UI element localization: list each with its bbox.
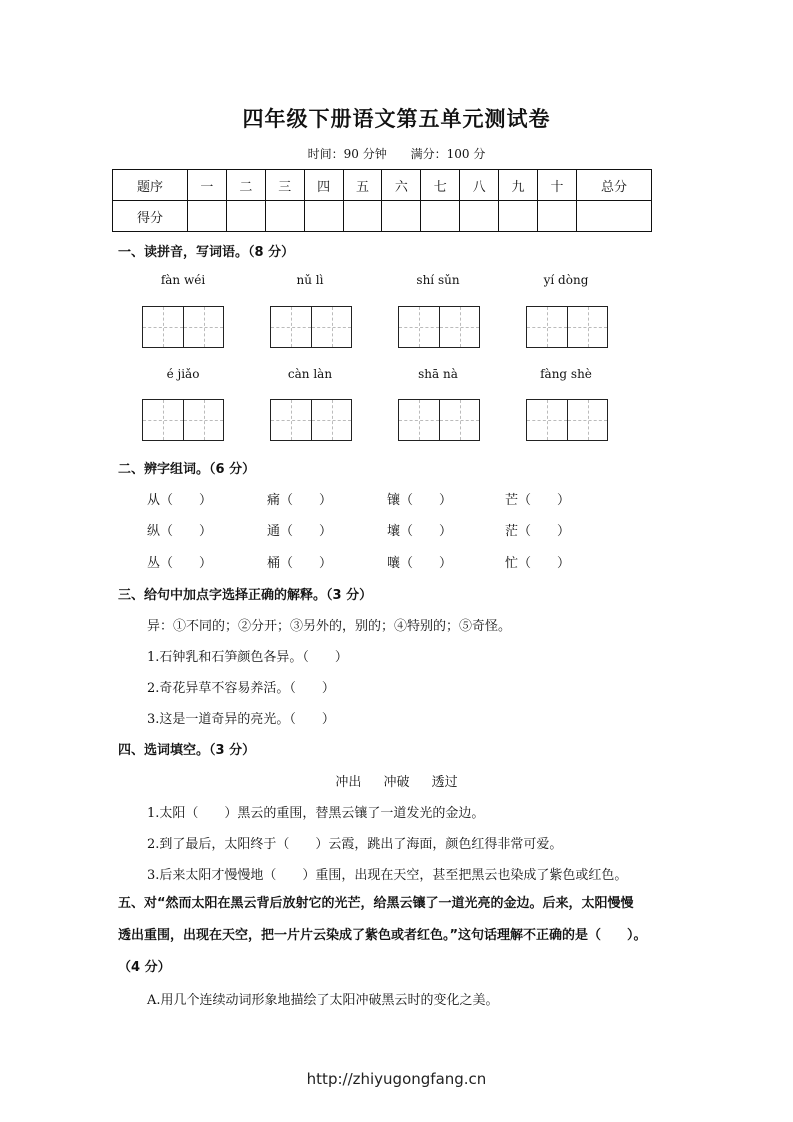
writing-grid[interactable] bbox=[270, 306, 352, 348]
question-item: 3.后来太阳才慢慢地（ ）重围，出现在天空，甚至把黑云也染成了紫色或红色。 bbox=[147, 868, 628, 883]
pinyin-label: càn làn bbox=[287, 367, 333, 381]
footer-url[interactable]: http://zhiyugongfang.cn bbox=[306, 1070, 487, 1088]
score-blank[interactable] bbox=[576, 201, 651, 232]
score-table bbox=[112, 169, 652, 232]
score-cell: 八 bbox=[460, 170, 499, 201]
score-cell: 六 bbox=[382, 170, 421, 201]
writing-grid[interactable] bbox=[526, 306, 608, 348]
score-cell: 三 bbox=[265, 170, 304, 201]
word-group-item: 从（ ） bbox=[147, 493, 213, 508]
word-group-item: 忙（ ） bbox=[505, 556, 571, 571]
score-blank[interactable] bbox=[382, 201, 421, 232]
writing-grid[interactable] bbox=[398, 399, 480, 441]
word-group-item: 壤（ ） bbox=[387, 524, 453, 539]
question-item: 2.奇花异草不容易养活。（ ） bbox=[147, 681, 335, 696]
score-blank[interactable] bbox=[187, 201, 226, 232]
score-blank[interactable] bbox=[499, 201, 538, 232]
score-cell: 总分 bbox=[576, 170, 651, 201]
question-item: 1.石钟乳和石笋颜色各异。（ ） bbox=[147, 650, 348, 665]
writing-grid[interactable] bbox=[398, 306, 480, 348]
pinyin-label: fàng shè bbox=[540, 367, 592, 381]
section-5-points: （4 分） bbox=[118, 960, 171, 975]
section-5-line: 透出重围，出现在天空，把一片片云染成了紫色或者红色。”这句话理解不正确的是（ ）。 bbox=[118, 928, 647, 943]
word-choice: 透过 bbox=[431, 775, 458, 790]
pinyin-label: shā nà bbox=[418, 367, 458, 381]
score-blank[interactable] bbox=[460, 201, 499, 232]
pinyin-label: fàn wéi bbox=[160, 273, 206, 287]
writing-grid[interactable] bbox=[526, 399, 608, 441]
pinyin-label: shí sǔn bbox=[416, 273, 460, 287]
writing-grid[interactable] bbox=[270, 399, 352, 441]
score-table-header-row bbox=[113, 170, 652, 201]
score-cell: 十 bbox=[538, 170, 577, 201]
word-group-item: 茫（ ） bbox=[505, 524, 571, 539]
writing-grid[interactable] bbox=[142, 306, 224, 348]
word-group-item: 镶（ ） bbox=[387, 493, 453, 508]
definition-line: 异：①不同的；②分开；③另外的，别的；④特别的；⑤奇怪。 bbox=[147, 619, 512, 634]
score-cell: 题序 bbox=[113, 170, 188, 201]
pinyin-label: yí dòng bbox=[543, 273, 589, 287]
question-item: 2.到了最后，太阳终于（ ）云霞，跳出了海面，颜色红得非常可爱。 bbox=[147, 837, 563, 852]
word-group-item: 嚷（ ） bbox=[387, 556, 453, 571]
word-group-item: 丛（ ） bbox=[147, 556, 213, 571]
score-cell: 四 bbox=[304, 170, 343, 201]
score-cell: 七 bbox=[421, 170, 460, 201]
pinyin-label: é jiǎo bbox=[166, 367, 200, 381]
writing-grid[interactable] bbox=[142, 399, 224, 441]
word-group-item: 痛（ ） bbox=[267, 493, 333, 508]
answer-option-a: A.用几个连续动词形象地描绘了太阳冲破黑云时的变化之美。 bbox=[147, 993, 499, 1008]
word-group-item: 通（ ） bbox=[267, 524, 333, 539]
word-choice: 冲出 bbox=[335, 775, 362, 790]
score-blank[interactable] bbox=[343, 201, 382, 232]
section-4-heading: 四、选词填空。（3 分） bbox=[118, 743, 256, 758]
section-3-heading: 三、给句中加点字选择正确的解释。（3 分） bbox=[118, 588, 373, 603]
score-cell: 九 bbox=[499, 170, 538, 201]
full-score: 满分：100 分 bbox=[410, 147, 486, 161]
score-blank[interactable] bbox=[226, 201, 265, 232]
section-2-heading: 二、辨字组词。（6 分） bbox=[118, 462, 256, 477]
pinyin-label: nǔ lì bbox=[296, 273, 324, 287]
time-limit: 时间：90 分钟 bbox=[307, 147, 387, 161]
score-blank[interactable] bbox=[538, 201, 577, 232]
score-blank[interactable] bbox=[265, 201, 304, 232]
section-1-heading: 一、读拼音，写词语。（8 分） bbox=[118, 245, 295, 260]
word-group-item: 芒（ ） bbox=[505, 493, 571, 508]
word-group-item: 纵（ ） bbox=[147, 524, 213, 539]
score-cell: 五 bbox=[343, 170, 382, 201]
score-table-score-row bbox=[113, 201, 652, 232]
score-blank[interactable] bbox=[304, 201, 343, 232]
score-row-label: 得分 bbox=[113, 201, 188, 232]
question-item: 3.这是一道奇异的亮光。（ ） bbox=[147, 712, 335, 727]
score-cell: 一 bbox=[187, 170, 226, 201]
score-blank[interactable] bbox=[421, 201, 460, 232]
word-choices bbox=[0, 771, 793, 790]
score-cell: 二 bbox=[226, 170, 265, 201]
exam-info bbox=[0, 145, 793, 162]
word-group-item: 桶（ ） bbox=[267, 556, 333, 571]
section-5-line: 五、对“然而太阳在黑云背后放射它的光芒，给黑云镶了一道光亮的金边。后来，太阳慢慢 bbox=[118, 896, 634, 911]
page-title: 四年级下册语文第五单元测试卷 bbox=[242, 107, 551, 131]
question-item: 1.太阳（ ）黑云的重围，替黑云镶了一道发光的金边。 bbox=[147, 806, 485, 821]
word-choice: 冲破 bbox=[383, 775, 410, 790]
